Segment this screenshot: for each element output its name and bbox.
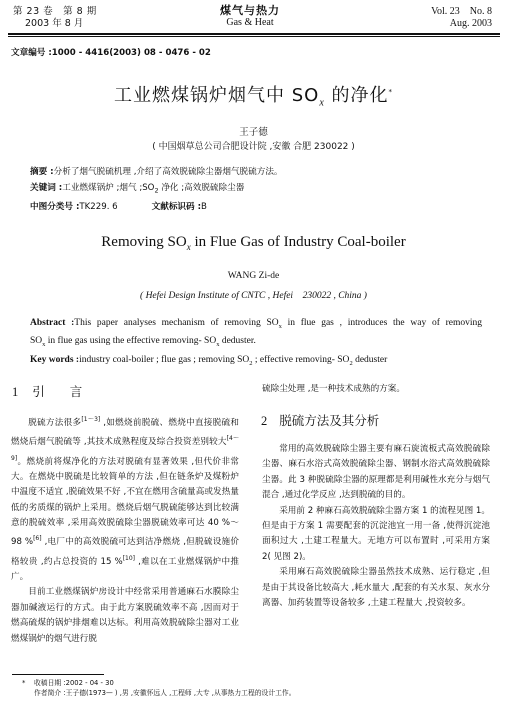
title-cn-pre: 工业燃煤锅炉烟气中 SO [113,85,320,106]
header-date-cn: 2003 年 8 月 [25,18,84,29]
title-en-sub: x [186,242,191,252]
header-volume-en [380,6,492,30]
intro-paragraph-1 [11,412,239,585]
header-volume-cn [13,6,133,30]
footnote-received-line [22,679,492,689]
intro-p1-c: 。燃烧前将煤净化的方法对脱硫有显著效果 ,但代价非常大。在燃烧中脱硫是比较简单的方法 ,但在链条炉及煤粉炉中温度不适宜 ,脱硫效果不好 ,不宜在燃用含硫量高或发热量低的劣质煤的锅炉上采用。燃烧后烟气脱硫能够达到比较满意的脱硫效率 ,采用高效脱硫除尘器脱硫效率可达 40 %～98 % [11,456,239,548]
intro-ref-3: [6] [33,535,42,543]
footnote-bio: 作者简介 :王子德(1973— ) ,男 ,安徽怀远人 ,工程师 ,大专 ,从事热力工程的设计工作。 [34,688,296,697]
abstract-en-text3: SO [30,336,43,347]
header-rule-thin [8,36,500,37]
abstract-en-sub2: x [42,341,46,349]
header-volume-issue: 第 23 卷 第 8 期 [13,6,97,17]
keywords-en-sub2: 2 [349,359,353,367]
doc-code-value: B [201,201,207,212]
intro-p1-e: ,难以在工业燃煤锅炉中推广。 [11,556,239,582]
abstract-en-text1: This paper analyses mechanism of removing SO [74,318,279,328]
title-footnote-mark: * [388,88,393,96]
abstract-cn-line [30,164,480,180]
footnote-mark: * [22,679,26,687]
title-cn-post: 的净化 [324,85,389,106]
title-cn-sub: x [319,97,325,109]
doc-code-label: 文献标识码 : [151,201,202,212]
author-cn: 王子德 [239,127,268,138]
method-paragraph-3: 采用麻石高效脱硫除尘器虽然技术成熟、运行稳定 ,但是由于其设备比较高大 ,耗水量大 ,配套的有关水泵、灰水分离器、加药装置等设备较多 ,土建工程量大 ,投资较多。 [262,567,490,609]
right-column-top [262,382,490,397]
title-en-pre: Removing SO [101,234,187,250]
section-1-number: 1 [12,385,19,399]
header-journal [150,5,350,29]
abstract-cn [30,164,480,215]
abstract-en-line1 [30,316,482,334]
author-en: WANG Zi-de [227,271,280,281]
title-en [0,234,507,252]
section-1-title: 引 言 [32,384,83,399]
header-date-en: Aug. 2003 [449,18,492,29]
abstract-en-label: Abstract : [30,318,75,328]
method-paragraph-1: 常用的高效脱硫除尘器主要有麻石旋流板式高效脱硫除尘器、麻石水浴式高效脱硫除尘器、钢制水浴式高效脱硫除尘器。此 3 种脱硫除尘器的原理都是利用碱性水充分与烟气混合 ,通过化学反应 ,达到脱硫的目的。 [262,444,490,501]
section-2-heading [261,413,379,429]
header-rule-thick [8,33,500,35]
abstract-cn-text: 分析了烟气脱硫机理 ,介绍了高效脱硫除尘器烟气脱硫方法。 [53,167,283,177]
section-2-number: 2 [261,414,268,428]
keywords-en-label: Key words : [30,354,80,365]
intro-paragraph-2: 目前工业燃煤锅炉房设计中经常采用普通麻石水膜除尘器加碱液运行的方式。由于此方案脱硫效率不高 ,因而对于燃高硫煤的锅炉排烟难以达标。利用高效脱硫除尘器对工业燃煤锅炉的烟气进行脱 [11,587,239,644]
title-en-post: in Flue Gas of Industry Coal-boiler [190,234,406,250]
classification-line [30,199,480,215]
right-continuation: 硫除尘处理 ,是一种技术成熟的方案。 [262,384,405,394]
header-vol-no: Vol. 23 No. 8 [431,6,492,17]
intro-p1-b: ,如燃烧前脱硫、燃烧中直接脱硫和燃烧后烟气脱硫等 ,其技术成熟程度及综合投资差别较大 [11,417,239,448]
intro-p1-d: ,电厂中的高效脱硫可达到洁净燃烧 ,但脱硫设施价格较贵 ,约占总投资的 15 % [11,537,239,567]
keywords-cn-text1: 工业燃煤锅炉 ;烟气 ;SO [62,183,155,193]
intro-ref-1: [1～3] [81,416,101,423]
footnote-received: 收稿日期 :2002 - 04 - 30 [34,679,114,687]
header-journal-en: Gas & Heat [226,17,274,28]
intro-ref-2: [4～9] [11,435,239,462]
keywords-cn-label: 关键词 : [30,183,63,193]
abstract-cn-label: 摘要 : [30,167,54,177]
abstract-en-text2: in flue gas , introduces the way of removing [281,318,483,328]
keywords-en-sub1: 2 [249,359,253,367]
footnote-rule [12,674,104,675]
header-journal-cn: 煤气与热力 [220,4,280,17]
right-column-body [262,442,490,611]
abstract-en-text4: in flue gas using the effective removing- SO [45,336,217,347]
class-value: TK229. 6 [79,201,118,212]
keywords-cn-text2: 净化 ;高效脱硫除尘器 [158,183,245,193]
keywords-en-text3: deduster [352,354,388,365]
abstract-en-sub1: x [278,322,282,330]
keywords-en-line [30,353,482,371]
keywords-cn-line [30,180,480,199]
section-1-heading [12,384,82,400]
article-number: 文章编号 :1000 - 4416(2003) 08 - 0476 - 02 [11,48,211,58]
intro-ref-4: [10] [122,554,136,562]
footnote [22,679,492,698]
keywords-en-text2: ; effective removing- SO [252,354,350,365]
keywords-en-text1: industry coal-boiler ; flue gas ; removing SO [79,354,250,365]
class-label: 中图分类号 : [30,201,80,212]
section-2-title: 脱硫方法及其分析 [279,413,380,428]
method-paragraph-2: 采用前 2 种麻石高效脱硫除尘器方案 1 的流程见图 1。但是由于方案 1 需要配套的沉淀池宜一用一备 ,使得沉淀池面积过大 ,土建工程量大。无地方可以布置时 ,可采用方案 2( 见图 2)。 [262,505,490,562]
affiliation-en: ( Hefei Design Institute of CNTC , Hefei 230022 , China ) [140,291,367,301]
abstract-en-line2 [30,334,482,352]
keywords-cn-sub: 2 [154,186,159,195]
abstract-en-text5: deduster. [219,336,256,347]
left-column [11,412,239,647]
abstract-en-sub3: x [216,341,220,349]
affiliation-cn: ( 中国烟草总公司合肥设计院 ,安徽 合肥 230022 ) [152,142,355,152]
abstract-en [30,316,482,371]
intro-p1-a: 脱硫方法很多 [28,417,82,428]
title-cn [0,81,507,109]
